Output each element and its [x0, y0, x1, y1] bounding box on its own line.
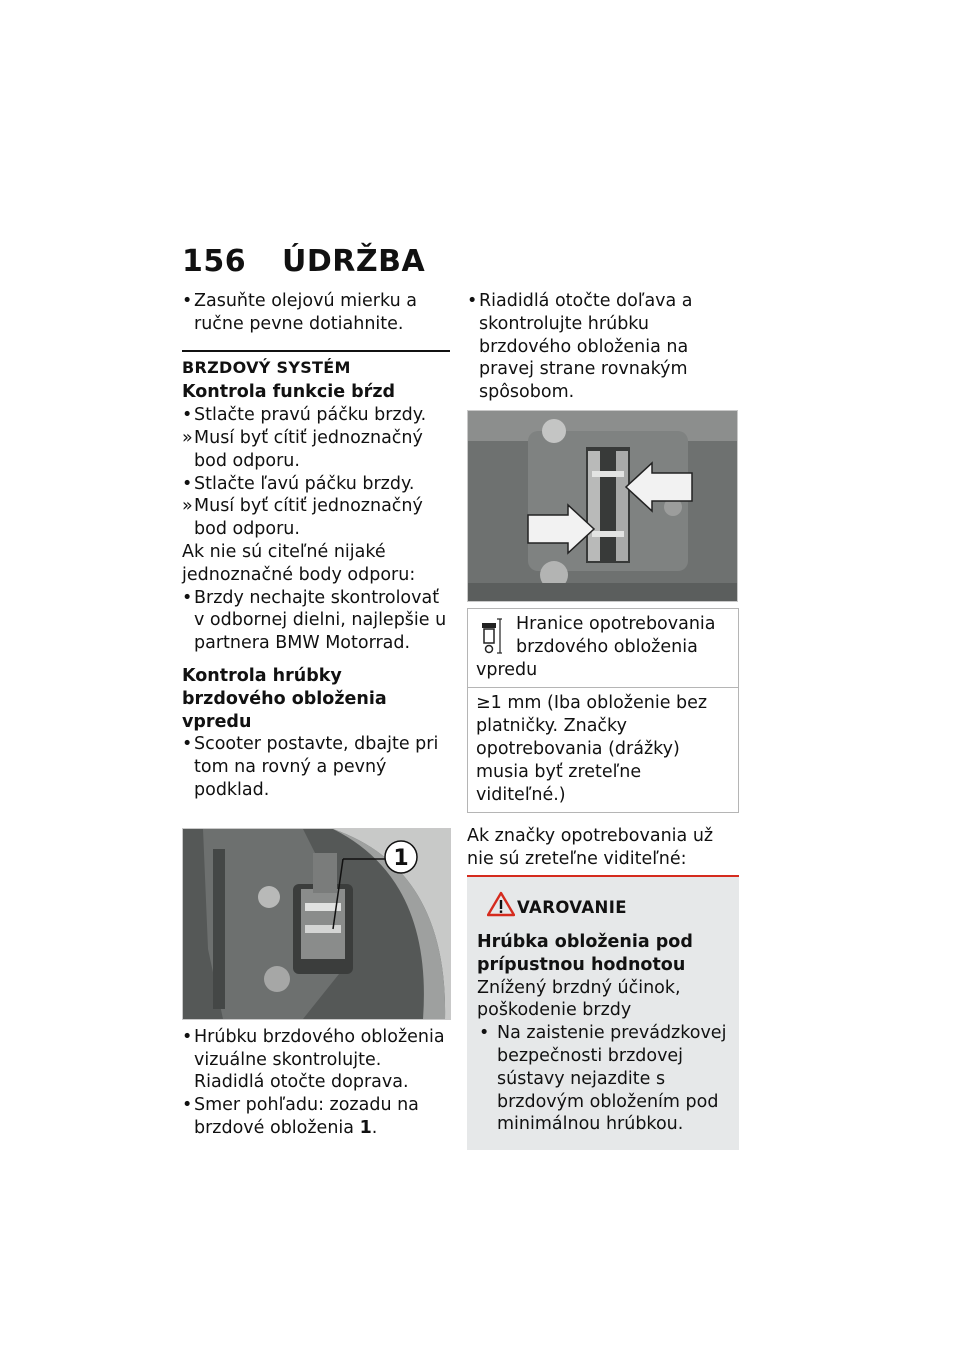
list-item [182, 495, 450, 541]
list-item-text: Musí byť cítiť jednoznačný bod odporu. [194, 427, 423, 471]
list-item [182, 1094, 450, 1140]
after-photo-list [182, 1026, 450, 1140]
photo-callout-label: 1 [393, 845, 409, 871]
list-item-text: Stlačte pravú páčku brzdy. [194, 405, 427, 426]
warning-title: VAROVANIE [517, 897, 627, 917]
note-text: Ak nie sú citeľné nijaké jednoznačné body odporu: [182, 541, 416, 585]
warning-triangle-icon [487, 891, 515, 917]
wear-limit-header [468, 609, 738, 687]
brake-caliper-photo [182, 828, 451, 1020]
note-text: Ak značky opotrebovania už nie sú zreteľne viditeľné: [467, 826, 714, 870]
list-item [182, 427, 450, 473]
result-icon: » [182, 496, 193, 517]
list-item [182, 404, 450, 427]
wear-limit-label: Hranice opotrebovania brzdového obloženia [516, 613, 716, 657]
wear-limit-table [467, 608, 739, 813]
step-text: Scooter postavte, dbajte pri tom na rovný a pevný podklad. [194, 734, 439, 800]
wear-limit-value: ≥1 mm (Iba obloženie bez platničky. Značky opotrebovania (drážky) musia byť zreteľne viditeľné.) [468, 687, 738, 812]
section-divider [182, 350, 450, 352]
step-text: Brzdy nechajte skontrolovať v odbornej dielni, najlepšie u partnera BMW Motorrad. [194, 587, 447, 654]
warning-box [467, 877, 739, 1150]
step-item [182, 587, 450, 655]
bullet-icon: • [182, 1095, 193, 1116]
step-item [467, 290, 739, 404]
step-item [182, 733, 450, 801]
wear-limit-label-tail: vpredu [476, 659, 538, 680]
list-item-text: Stlačte ľavú páčku brzdy. [194, 473, 415, 494]
list-item-text: Musí byť cítiť jednoznačný bod odporu. [194, 496, 423, 540]
subsection-title: Kontrola funkcie bŕzd [182, 382, 396, 403]
bullet-icon: • [182, 734, 193, 755]
brake-pad-illustration [468, 411, 737, 601]
brake-pad-photo [467, 410, 738, 602]
list-item-tail: . [371, 1117, 378, 1138]
page-header [182, 244, 482, 284]
bullet-icon: • [182, 1026, 193, 1047]
bullet-icon: • [182, 473, 193, 494]
subsection-title: Kontrola hrúbky brzdového obloženia vpredu [182, 665, 387, 732]
bullet-icon: • [467, 291, 478, 311]
list-item [182, 473, 450, 496]
step-text: Riadidlá otočte doľava a skontrolujte hrúbku brzdového obloženia na pravej strane rovnakým spôsobom. [479, 291, 693, 403]
step-text: Zasuňte olejovú mierku a ručne pevne dotiahnite. [194, 291, 417, 334]
chapter-title: ÚDRŽBA [282, 244, 426, 279]
warning-header [477, 891, 729, 925]
step-item [182, 290, 450, 336]
warning-text: Znížený brzdný účinok, poškodenie brzdy [477, 977, 681, 1021]
section-title: BRZDOVÝ SYSTÉM [182, 357, 351, 377]
list-item [182, 1026, 450, 1094]
result-icon: » [182, 427, 193, 448]
bullet-icon: • [479, 1023, 490, 1044]
list-item-text: Smer pohľadu: zozadu na brzdové obloženia [194, 1095, 419, 1138]
right-column [467, 290, 739, 1150]
bullet-icon: • [182, 291, 193, 311]
warning-heading: Hrúbka obloženia pod prípustnou hodnotou [477, 931, 693, 975]
list-item [477, 1022, 729, 1136]
left-column [182, 290, 450, 1140]
list-item-text: Hrúbku brzdového obloženia vizuálne skontrolujte. Riadidlá otočte doprava. [194, 1026, 445, 1093]
brake-function-list [182, 404, 450, 541]
bullet-icon: • [182, 587, 193, 608]
page-number: 156 [182, 244, 247, 279]
callout-reference: 1 [359, 1117, 372, 1138]
list-item-text: Na zaistenie prevádzkovej bezpečnosti brzdovej sústavy nejazdite s brzdovým obložením pod minimálnou hrúbkou. [497, 1023, 727, 1135]
bullet-icon: • [182, 405, 193, 426]
brake-pad-icon [480, 617, 502, 657]
caliper-illustration [183, 829, 450, 1019]
warning-list [477, 1022, 729, 1136]
